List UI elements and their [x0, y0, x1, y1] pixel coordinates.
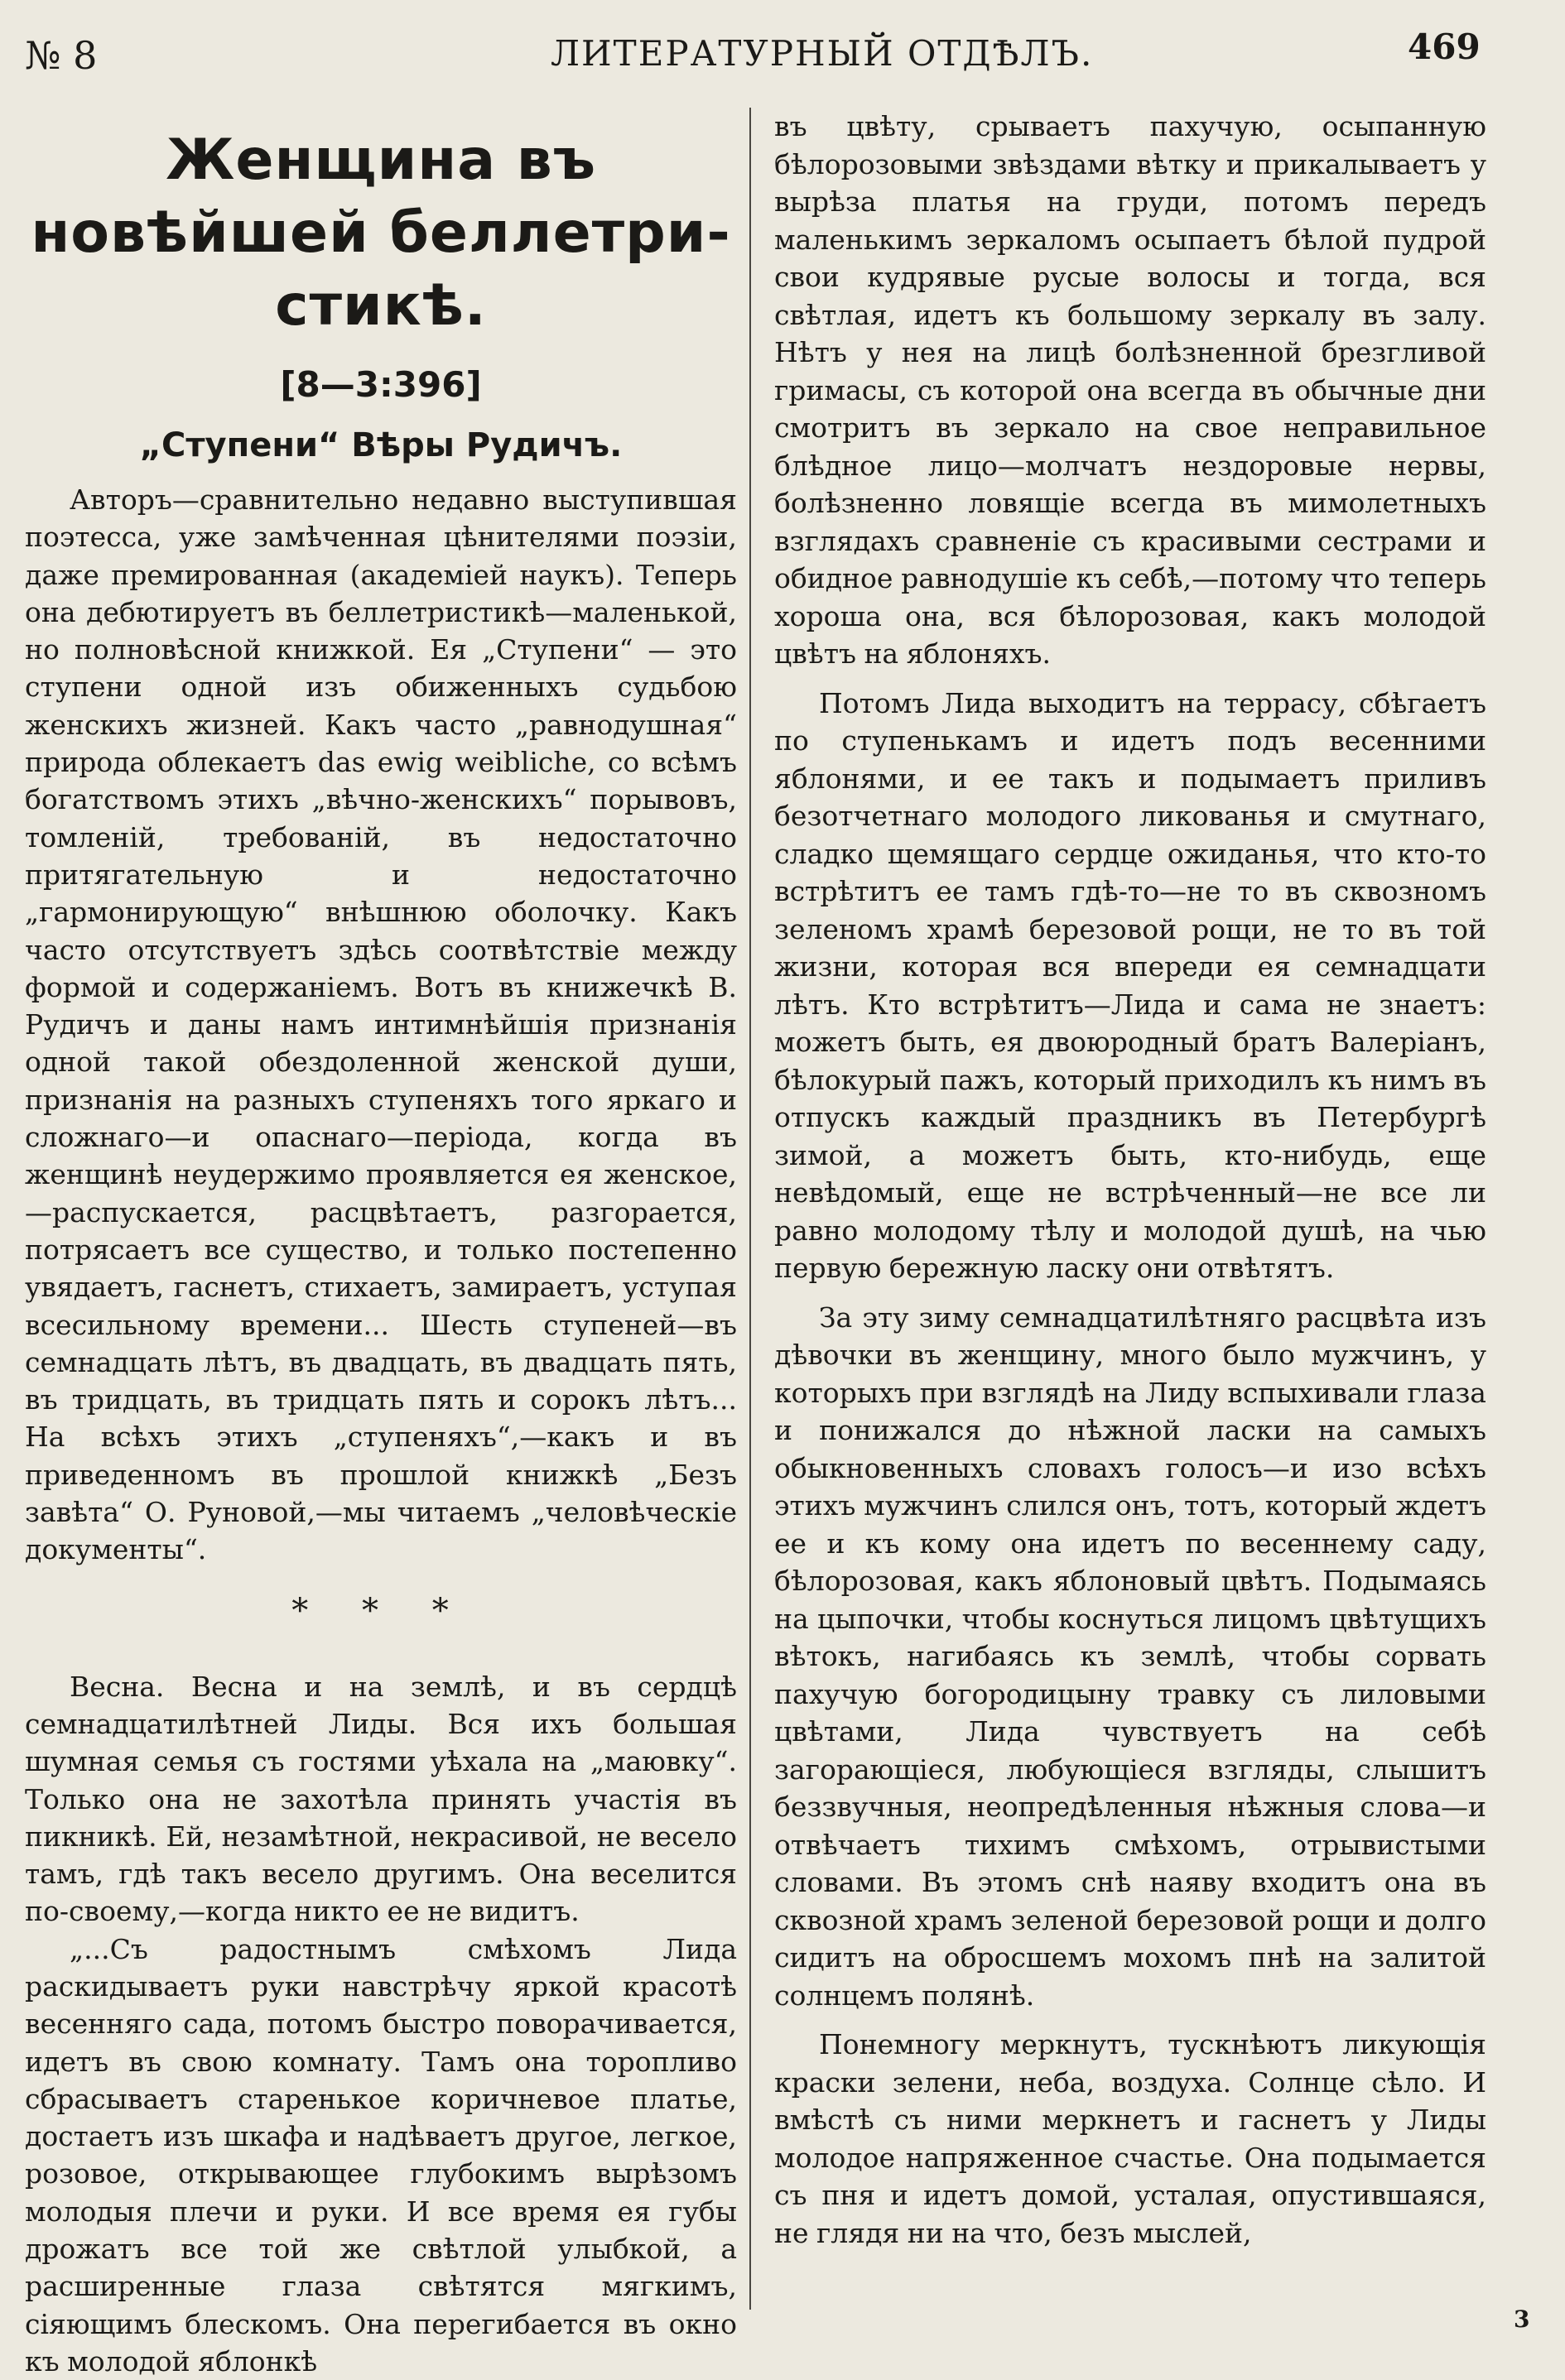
paragraph: Потомъ Лида выходитъ на террасу, сбѣгаетъ по ступенькамъ и идетъ подъ весенними яблонями, и ее такъ и подымаетъ приливъ безотчетнаго молодого ликованья и смутнаго, сладко щемящаго сердце ожиданья, что кто-то встрѣтитъ ее тамъ гдѣ-то—не то въ сквозномъ зеленомъ храмѣ березовой рощи, не то въ той жизни, которая вся впереди ея семнадцати лѣтъ. Кто встрѣтитъ—Лида и сама не знаетъ: можетъ быть, ея двоюродный братъ Валеріанъ, бѣлокурый пажъ, который приходилъ къ нимъ въ отпускъ каждый праздникъ въ Петербургѣ зимой, а можетъ быть, кто-нибудь, еще невѣдомый, еще не встрѣченный—не все ли равно молодому тѣлу и молодой душѣ, на чью первую бережную ласку они отвѣтятъ.: [774, 686, 1486, 1284]
paragraph: Авторъ—сравнительно недавно выступившая поэтесса, уже замѣченная цѣнителями поэзіи, даже премированная (академіей наукъ). Теперь она дебютируетъ въ беллетристикѣ—маленькой, но полновѣсной книжкой. Ея „Ступени“ — это ступени одной изъ обиженныхъ судьбою женскихъ жизней. Какъ часто „равнодушная“ природа облекаетъ das ewig weibliche, со всѣмъ богатствомъ этихъ „вѣчно-женскихъ“ порывовъ, томленій, требованій, въ недостаточно притягательную и недостаточно „гармонирующую“ внѣшнюю оболочку. Какъ часто отсутствуетъ здѣсь соотвѣтствіе между формой и содержаніемъ. Вотъ въ книжечкѣ В. Рудичъ и даны намъ интимнѣйшія признанія одной такой обездоленной женской души, признанія на разныхъ ступеняхъ того яркаго и сложнаго—и опаснаго—періода, когда въ женщинѣ неудержимо проявляется ея женское,—распускается, расцвѣтаетъ, разгорается, потрясаетъ все существо, и только постепенно увядаетъ, гаснетъ, стихаетъ, замираетъ, уступая всесильному времени... Шесть ступеней—въ семнадцать лѣтъ, въ двадцать, въ двадцать пять, въ тридцать, въ тридцать пять и сорокъ лѣтъ... На всѣхъ этихъ „ступеняхъ“,—какъ и въ приведенномъ въ прошлой книжкѣ „Безъ завѣта“ О. Руновой,—мы читаемъ „человѣческіе документы“.: [25, 483, 737, 1566]
paragraph: въ цвѣту, срываетъ пахучую, осыпанную бѣлорозовыми звѣздами вѣтку и прикалываетъ у вырѣза платья на груди, потомъ передъ маленькимъ зеркаломъ осыпаетъ бѣлой пудрой свои кудрявые русые волосы и тогда, вся свѣтлая, идетъ къ большому зеркалу въ залу. Нѣтъ у нея на лицѣ болѣзненной брезгливой гримасы, съ которой она всегда въ обычные дни смотритъ въ зеркало на свое неправильное блѣдное лицо—молчатъ нездоровые нервы, болѣзненно ловящіе всегда въ мимолетныхъ взглядахъ сравненіе съ красивыми сестрами и обидное равнодушіе къ себѣ,—потому что теперь хороша она, вся бѣлорозовая, какъ молодой цвѣтъ на яблоняхъ.: [774, 110, 1486, 670]
paragraph: „...Съ радостнымъ смѣхомъ Лида раскидываетъ руки навстрѣчу яркой красотѣ весенняго сада, потомъ быстро поворачивается, идетъ въ свою комнату. Тамъ она торопливо сбрасываетъ старенькое коричневое платье, достаетъ изъ шкафа и надѣваетъ другое, легкое, розовое, открывающее глубокимъ вырѣзомъ молодыя плечи и руки. И все время ея губы дрожатъ все той же свѣтлой улыбкой, а расширенные глаза свѣтятся мягкимъ, сіяющимъ блескомъ. Она перегибается въ окно къ молодой яблонкѣ: [25, 1932, 737, 2378]
running-head: [0, 26, 1565, 83]
paragraph: Понемногу меркнутъ, тускнѣютъ ликующія краски зелени, неба, воздуха. Солнце сѣло. И вмѣстѣ съ ними меркнетъ и гаснетъ у Лиды молодое напряженное счастье. Она подымается съ пня и идетъ домой, усталая, опустившаяся, не глядя ни на что, безъ мыслей,: [774, 2028, 1486, 2249]
signature-mark: 3: [1514, 2305, 1530, 2333]
paragraph: Весна. Весна и на землѣ, и въ сердцѣ семнадцатилѣтней Лиды. Вся ихъ большая шумная семья съ гостями уѣхала на „маювку“. Только она не захотѣла принять участія въ пикникѣ. Ей, незамѣтной, некрасивой, не весело тамъ, гдѣ такъ весело другимъ. Она веселится по-своему,—когда никто ее не видитъ.: [25, 1670, 737, 1928]
paragraph: За эту зиму семнадцатилѣтняго расцвѣта изъ дѣвочки въ женщину, много было мужчинъ, у которыхъ при взглядѣ на Лиду вспыхивали глаза и понижался до нѣжной ласки на самыхъ обыкновенныхъ словахъ голосъ—и изо всѣхъ этихъ мужчинъ слился онъ, тотъ, который ждетъ ее и къ кому она идетъ по весеннему саду, бѣлорозовая, какъ яблоновый цвѣтъ. Подымаясь на цыпочки, чтобы коснуться лицомъ цвѣтущихъ вѣтокъ, нагибаясь къ землѣ, чтобы сорвать пахучую богородицыну травку съ лиловыми цвѣтами, Лида чувствуетъ на себѣ загорающіеся, любующіеся взгляды, слышитъ беззвучныя, неопредѣленныя нѣжныя слова—и отвѣчаетъ тихимъ смѣхомъ, отрывистыми словами. Въ этомъ снѣ наяву входитъ она въ сквозной храмъ зеленой березовой рощи и долго сидитъ на обросшемъ мохомъ пнѣ на залитой солнцемъ полянѣ.: [774, 1301, 1486, 2012]
column-divider: [749, 108, 751, 2310]
left-column: [25, 108, 737, 2380]
section-separator: * * *: [291, 1591, 470, 1630]
article-title: Женщина въ новѣйшей беллетри-стикѣ.: [31, 127, 731, 339]
page-number: 469: [1408, 26, 1481, 67]
right-column: [774, 108, 1486, 2252]
article-ref-code: [8—3:396]: [280, 364, 482, 405]
article-subtitle: „Ступени“ Вѣры Рудичъ.: [139, 426, 623, 464]
issue-number: № 8: [25, 33, 98, 78]
section-title: ЛИТЕРАТУРНЫЙ ОТДѢЛЪ.: [551, 33, 1094, 74]
